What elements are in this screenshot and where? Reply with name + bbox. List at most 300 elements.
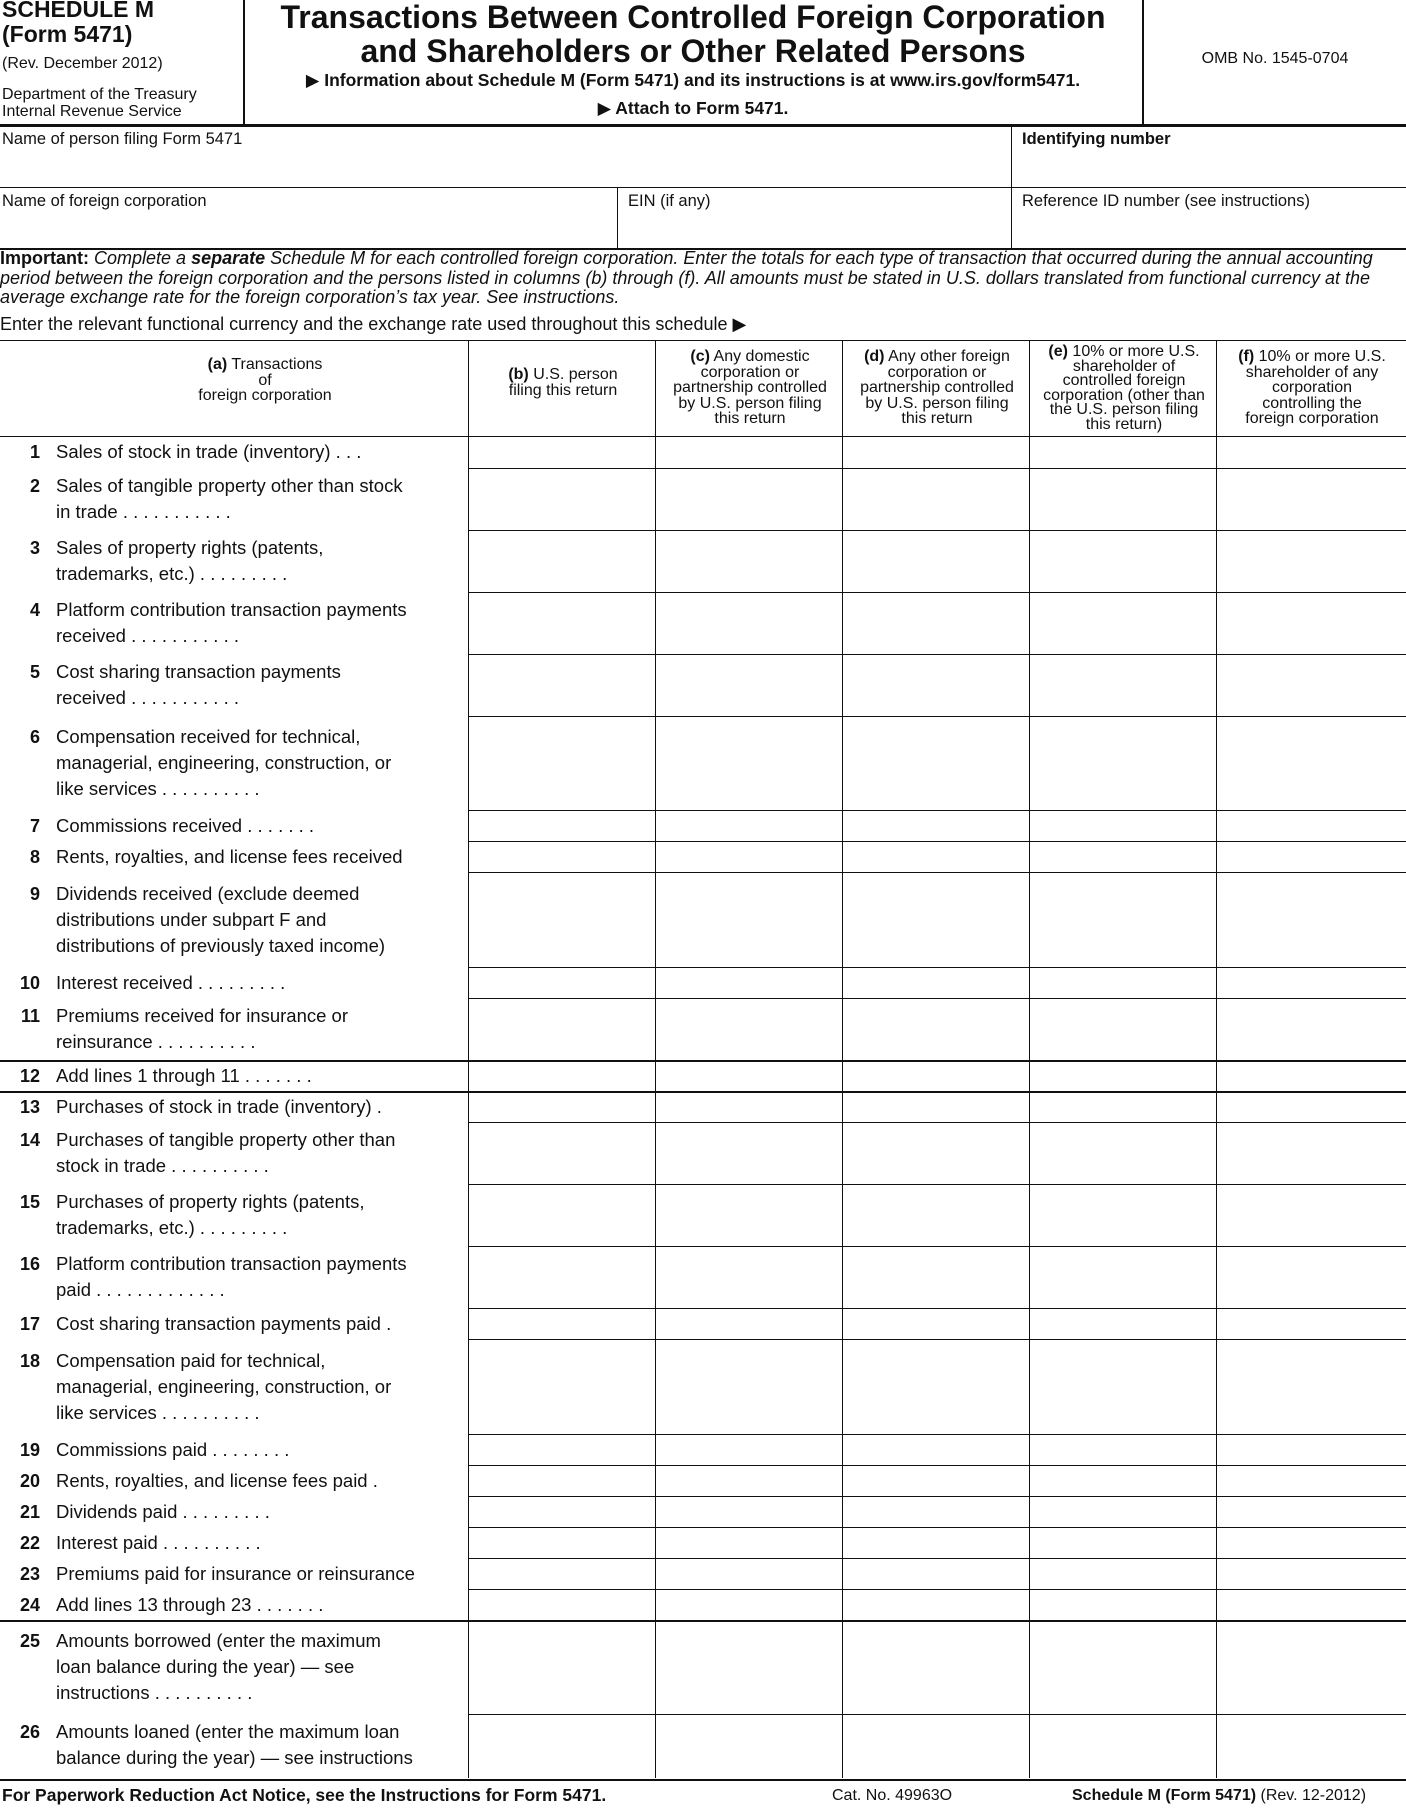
amount-cell-e[interactable] [1030,437,1215,467]
currency-field[interactable] [880,314,1400,338]
amount-cell-b[interactable] [469,1185,654,1245]
identifying-number-field[interactable] [1013,126,1405,186]
amount-cell-c[interactable] [656,1621,841,1713]
amount-cell-f[interactable] [1217,593,1405,653]
line-number: 19 [19,1439,40,1460]
line-description [56,724,464,802]
col-letter: (a) [207,356,228,373]
amount-cell-f[interactable] [1217,1340,1405,1433]
amount-cell-c[interactable] [656,999,841,1059]
line-text: Interest received . . . . . . . . . [56,971,286,993]
amount-cell-b[interactable] [469,1590,654,1619]
line-number: 5 [29,662,40,682]
amount-cell-b[interactable] [469,531,654,591]
irs-name: Internal Revenue Service [2,103,182,120]
paperwork-notice: For Paperwork Reduction Act Notice, see the Instructions for Form 5471. [2,1785,607,1805]
page-title [244,0,1142,68]
col-text: controlling the [1262,394,1362,412]
amount-cell-e[interactable] [1030,655,1215,715]
amount-cell-d[interactable] [843,593,1028,653]
line-text: Commissions paid . . . . . . . . [56,1438,290,1460]
amount-cell-b[interactable] [469,968,654,997]
line-number: 13 [19,1096,40,1117]
title-line-1: Transactions Between Controlled Foreign Corporation [280,0,1106,35]
line-text: stock in trade . . . . . . . . . . [56,1155,269,1176]
amount-cell-c[interactable] [656,1092,841,1121]
line-description [56,1499,464,1525]
identifying-number-label: Identifying number [1022,130,1171,148]
amount-cell-b[interactable] [469,469,654,529]
amount-cell-f[interactable] [1217,655,1405,715]
line-number: 21 [19,1501,40,1522]
col-text: corporation [1271,379,1353,396]
amount-cell-d[interactable] [843,1621,1028,1713]
col-text: Transactions [227,356,323,373]
amount-cell-c[interactable] [656,1559,841,1588]
line-description [56,535,464,587]
amount-cell-f[interactable] [1217,531,1405,591]
line-text: managerial, engineering, construction, or [56,1375,392,1397]
amount-cell-e[interactable] [1030,968,1215,997]
amount-cell-d[interactable] [843,1435,1028,1464]
field-divider [617,188,618,249]
line-text: Premiums received for insurance or [56,1005,348,1026]
amount-cell-c[interactable] [656,469,841,529]
amount-cell-b[interactable] [469,1309,654,1338]
amount-cell-b[interactable] [469,1621,654,1713]
amount-cell-f[interactable] [1217,1621,1405,1713]
line-text: Commissions received . . . . . . . [56,814,315,836]
col-text: foreign corporation [198,387,332,404]
line-description [56,659,464,711]
line-text: Sales of property rights (patents, [56,537,324,558]
amount-cell-e[interactable] [1030,469,1215,529]
amount-cell-f[interactable] [1217,1185,1405,1245]
line-text: Purchases of tangible property other than [56,1129,396,1150]
amount-cell-e[interactable] [1030,1185,1215,1245]
col-f-header [1218,349,1406,427]
amount-cell-f[interactable] [1217,1435,1405,1464]
amount-cell-c[interactable] [656,1497,841,1526]
line-number: 15 [19,1192,40,1212]
line-number: 6 [29,727,40,747]
form-identifier-block [0,0,240,124]
line-description [56,439,464,465]
amount-cell-f[interactable] [1217,1309,1405,1338]
line-description [56,1094,464,1120]
amount-cell-c[interactable] [656,873,841,966]
line-text: loan balance during the year) — see [56,1656,355,1677]
col-letter: (f) [1238,348,1255,365]
col-text: filing this return [508,381,618,399]
line-number: 8 [29,846,40,867]
amount-cell-b[interactable] [469,1061,654,1090]
line-description [56,1437,464,1463]
line-text: in trade . . . . . . . . . . . [56,501,231,522]
amount-cell-d[interactable] [843,469,1028,529]
amount-cell-c[interactable] [656,968,841,997]
amount-cell-b[interactable] [469,437,654,467]
amount-cell-c[interactable] [656,1466,841,1495]
line-text: trademarks, etc.) . . . . . . . . . [56,563,288,584]
amount-cell-c[interactable] [656,1340,841,1433]
col-text: partnership controlled [860,379,1014,396]
amount-cell-e[interactable] [1030,1528,1215,1557]
line-text: Rents, royalties, and license fees paid . [56,1469,378,1491]
line-text: Platform contribution transaction payments [56,599,407,620]
col-text: Any domestic [709,348,810,365]
amount-cell-f[interactable] [1217,437,1405,467]
col-letter: (b) [508,366,529,383]
schedule-title: SCHEDULE M [2,0,155,22]
amount-cell-c[interactable] [656,1590,841,1619]
line-text: Cost sharing transaction payments [56,661,341,682]
amount-cell-b[interactable] [469,1340,654,1433]
amount-cell-d[interactable] [843,717,1028,809]
line-description [56,1348,464,1426]
important-emphasis: separate [191,248,266,268]
line-text: Interest paid . . . . . . . . . . [56,1531,261,1553]
line-text: like services . . . . . . . . . . [56,778,260,799]
form-number: (Form 5471) [2,21,133,47]
col-text: the U.S. person filing [1049,401,1199,418]
important-label: Important: [0,248,89,268]
amount-cell-d[interactable] [843,1590,1028,1619]
amount-cell-c[interactable] [656,1715,841,1775]
col-text: by U.S. person filing [865,394,1009,412]
line-description [56,1251,464,1303]
foreign-corp-field[interactable] [0,188,616,248]
col-text: shareholder of [1072,357,1176,375]
line-number: 26 [19,1722,40,1742]
amount-cell-d[interactable] [843,1497,1028,1526]
line-description [56,1628,464,1706]
line-description [56,1063,464,1089]
line-description [56,844,464,870]
catalog-number: Cat. No. 49963O [832,1787,953,1804]
col-a-header [130,357,400,404]
amount-cell-d[interactable] [843,873,1028,966]
amount-cell-d[interactable] [843,1123,1028,1183]
col-c-header [657,349,843,427]
amount-cell-f[interactable] [1217,717,1405,809]
amount-cell-d[interactable] [843,1715,1028,1775]
amount-cell-e[interactable] [1030,1497,1215,1526]
line-number: 17 [19,1313,40,1334]
col-letter: (e) [1048,343,1068,360]
department-name: Department of the Treasury [2,86,197,103]
header-divider-right [1142,0,1144,124]
amount-cell-f[interactable] [1217,1715,1405,1775]
amount-cell-b[interactable] [469,1497,654,1526]
amount-cell-d[interactable] [843,655,1028,715]
amount-cell-e[interactable] [1030,593,1215,653]
line-number: 7 [29,815,40,836]
line-text: like services . . . . . . . . . . [56,1401,260,1423]
amount-cell-f[interactable] [1217,1466,1405,1495]
amount-cell-b[interactable] [469,1435,654,1464]
line-text: Dividends received (exclude deemed [56,882,360,904]
col-text: Any other foreign [884,348,1010,365]
amount-cell-f[interactable] [1217,1247,1405,1307]
amount-cell-b[interactable] [469,1123,654,1183]
col-text: foreign corporation [1245,410,1379,427]
amount-cell-e[interactable] [1030,531,1215,591]
amount-cell-d[interactable] [843,1061,1028,1090]
amount-cell-e[interactable] [1030,1340,1215,1433]
line-text: reinsurance . . . . . . . . . . [56,1031,256,1052]
amount-cell-d[interactable] [843,811,1028,840]
line-number: 12 [19,1065,40,1086]
line-description [56,1468,464,1494]
amount-cell-e[interactable] [1030,1466,1215,1495]
col-text: by U.S. person filing [678,394,822,412]
col-b-header [470,367,656,398]
amount-cell-b[interactable] [469,842,654,871]
amount-cell-c[interactable] [656,1435,841,1464]
amount-cell-f[interactable] [1217,968,1405,997]
line-text: trademarks, etc.) . . . . . . . . . [56,1217,288,1238]
line-number: 9 [29,883,40,904]
amount-cell-f[interactable] [1217,469,1405,529]
currency-instruction: Enter the relevant functional currency and the exchange rate used throughout this schedule ▶ [0,314,747,334]
amount-cell-c[interactable] [656,1247,841,1307]
amount-cell-f[interactable] [1217,1497,1405,1526]
line-number: 2 [29,476,40,496]
agency-block [2,86,197,120]
important-text: Schedule M for each controlled foreign corporation. Enter the totals for each type of transaction that occurred during the annual accounting period between the foreign corporation and the persons listed in columns (b) through (f). All amounts must be stated in U.S. dollars translated from functional currency at the average exchange rate for the foreign corporation’s tax year. See instructions. [0,248,1373,307]
line-text: Dividends paid . . . . . . . . . [56,1500,270,1522]
line-number: 1 [29,442,40,462]
amount-cell-c[interactable] [656,811,841,840]
title-line-2: and Shareholders or Other Related Persons [360,33,1026,69]
line-text: managerial, engineering, construction, or [56,752,392,773]
line-number: 22 [19,1532,40,1553]
amount-cell-d[interactable] [843,1092,1028,1121]
table-top-rule [0,340,1406,341]
amount-cell-d[interactable] [843,531,1028,591]
amount-cell-b[interactable] [469,999,654,1059]
line-text: distributions under subpart F and [56,908,327,930]
line-number: 10 [19,972,40,993]
line-text: Add lines 1 through 11 . . . . . . . [56,1064,312,1086]
line-number: 11 [20,1006,40,1026]
amount-cell-b[interactable] [469,593,654,653]
col-text: controlled foreign [1062,372,1186,389]
col-text: 10% or more U.S. [1254,348,1386,365]
line-text: Purchases of property rights (patents, [56,1191,365,1212]
amount-cell-f[interactable] [1217,811,1405,840]
amount-cell-c[interactable] [656,531,841,591]
line-description [56,1003,464,1055]
amount-cell-d[interactable] [843,1340,1028,1433]
amount-cell-d[interactable] [843,1247,1028,1307]
line-text: Sales of tangible property other than stock [56,475,403,496]
line-text: Compensation paid for technical, [56,1349,326,1371]
amount-cell-f[interactable] [1217,1559,1405,1588]
amount-cell-c[interactable] [656,842,841,871]
filer-name-field[interactable] [0,126,1010,186]
amount-cell-d[interactable] [843,437,1028,467]
col-text: this return [714,410,786,427]
amount-cell-c[interactable] [656,1123,841,1183]
amount-cell-d[interactable] [843,842,1028,871]
line-text: Amounts loaned (enter the maximum loan [56,1721,400,1742]
amount-cell-d[interactable] [843,1559,1028,1588]
amount-cell-e[interactable] [1030,842,1215,871]
amount-cell-d[interactable] [843,1466,1028,1495]
line-text: instructions . . . . . . . . . . [56,1682,253,1703]
line-description [56,1561,464,1587]
col-text: this return) [1085,415,1163,433]
amount-cell-b[interactable] [469,717,654,809]
amount-cell-c[interactable] [656,717,841,809]
amount-cell-f[interactable] [1217,1528,1405,1557]
amount-cell-f[interactable] [1217,1123,1405,1183]
line-description [56,473,464,525]
amount-cell-c[interactable] [656,1309,841,1338]
amount-cell-c[interactable] [656,593,841,653]
amount-cell-b[interactable] [469,811,654,840]
footer-form-ref [1072,1787,1366,1805]
line-description [56,1311,464,1337]
line-text: Cost sharing transaction payments paid . [56,1312,392,1334]
col-text: partnership controlled [673,379,827,396]
line-number: 24 [19,1594,40,1615]
amount-cell-b[interactable] [469,1559,654,1588]
attach-instruction: ▶ Attach to Form 5471. [597,98,789,118]
col-text: of [258,371,272,389]
col-d-header [844,349,1030,427]
amount-cell-e[interactable] [1030,1715,1215,1775]
line-number: 20 [19,1470,40,1491]
amount-cell-e[interactable] [1030,999,1215,1059]
amount-cell-e[interactable] [1030,1621,1215,1713]
ein-field[interactable] [619,188,1009,248]
line-description [56,597,464,649]
col-letter: (c) [690,348,710,365]
amount-cell-e[interactable] [1030,1123,1215,1183]
footer-rule [0,1779,1406,1781]
line-description [56,1530,464,1556]
line-number: 25 [19,1631,40,1651]
important-text: Complete a [89,248,192,268]
reference-id-label: Reference ID number (see instructions) [1022,192,1310,210]
amount-cell-f[interactable] [1217,842,1405,871]
amount-cell-c[interactable] [656,1528,841,1557]
reference-id-field[interactable] [1013,188,1405,248]
amount-cell-c[interactable] [656,1061,841,1090]
ein-label: EIN (if any) [628,192,711,210]
amount-cell-d[interactable] [843,1528,1028,1557]
line-number: 3 [29,538,40,558]
amount-cell-e[interactable] [1030,1247,1215,1307]
line-number: 18 [19,1350,40,1371]
line-text: paid . . . . . . . . . . . . . [56,1279,225,1300]
amount-cell-d[interactable] [843,999,1028,1059]
amount-cell-b[interactable] [469,1715,654,1775]
line-text: Purchases of stock in trade (inventory) . [56,1095,382,1117]
amount-cell-c[interactable] [656,655,841,715]
line-text: Sales of stock in trade (inventory) . . . [56,441,362,462]
line-number: 23 [19,1563,40,1584]
amount-cell-e[interactable] [1030,1435,1215,1464]
col-text: corporation or [887,363,987,381]
line-text: Amounts borrowed (enter the maximum [56,1630,381,1651]
amount-cell-e[interactable] [1030,1061,1215,1090]
line-description [56,1189,464,1241]
line-description [56,1719,464,1771]
line-number: 14 [19,1130,40,1150]
line-description [56,881,464,959]
important-note [0,249,1400,308]
info-link-line: ▶ Information about Schedule M (Form 5471) and its instructions is at www.irs.gov/form5471. [305,70,1081,90]
line-description [56,1592,464,1618]
line-text: Compensation received for technical, [56,726,361,747]
amount-cell-b[interactable] [469,1466,654,1495]
filer-name-label: Name of person filing Form 5471 [2,130,243,148]
amount-cell-e[interactable] [1030,1590,1215,1619]
amount-cell-e[interactable] [1030,873,1215,966]
col-text: corporation (other than [1043,386,1205,404]
footer-schedule: Schedule M (Form 5471) [1072,1787,1257,1804]
line-description [56,1127,464,1179]
line-text: Platform contribution transaction payments [56,1253,407,1274]
amount-cell-f[interactable] [1217,1061,1405,1090]
line-text: Premiums paid for insurance or reinsurance [56,1562,415,1584]
amount-cell-e[interactable] [1030,1559,1215,1588]
amount-cell-c[interactable] [656,437,841,467]
field-divider [1011,127,1012,249]
amount-cell-b[interactable] [469,873,654,966]
col-e-header [1031,345,1217,432]
amount-cell-f[interactable] [1217,873,1405,966]
amount-cell-e[interactable] [1030,811,1215,840]
line-text: received . . . . . . . . . . . [56,687,240,708]
line-number: 16 [19,1254,40,1274]
line-text: distributions of previously taxed income) [56,934,386,956]
col-text: U.S. person [528,366,618,383]
amount-cell-d[interactable] [843,968,1028,997]
col-text: 10% or more U.S. [1067,343,1200,360]
amount-cell-b[interactable] [469,655,654,715]
amount-cell-f[interactable] [1217,999,1405,1059]
line-description [56,813,464,839]
line-number: 4 [29,600,40,620]
col-text: this return [901,410,973,427]
col-text: corporation or [700,363,800,381]
amount-cell-b[interactable] [469,1092,654,1121]
revision-date: (Rev. December 2012) [2,55,163,72]
amount-cell-b[interactable] [469,1528,654,1557]
amount-cell-e[interactable] [1030,717,1215,809]
foreign-corp-label: Name of foreign corporation [2,192,207,210]
amount-cell-d[interactable] [843,1185,1028,1245]
col-letter: (d) [864,348,885,365]
line-text: Rents, royalties, and license fees received [56,845,403,867]
amount-cell-b[interactable] [469,1247,654,1307]
amount-cell-f[interactable] [1217,1590,1405,1619]
line-description [56,970,464,996]
amount-cell-e[interactable] [1030,1309,1215,1338]
line-text: Add lines 13 through 23 . . . . . . . [56,1593,324,1615]
amount-cell-f[interactable] [1217,1092,1405,1121]
line-text: received . . . . . . . . . . . [56,625,240,646]
col-text: shareholder of any [1245,363,1379,381]
amount-cell-d[interactable] [843,1309,1028,1338]
amount-cell-e[interactable] [1030,1092,1215,1121]
amount-cell-c[interactable] [656,1185,841,1245]
